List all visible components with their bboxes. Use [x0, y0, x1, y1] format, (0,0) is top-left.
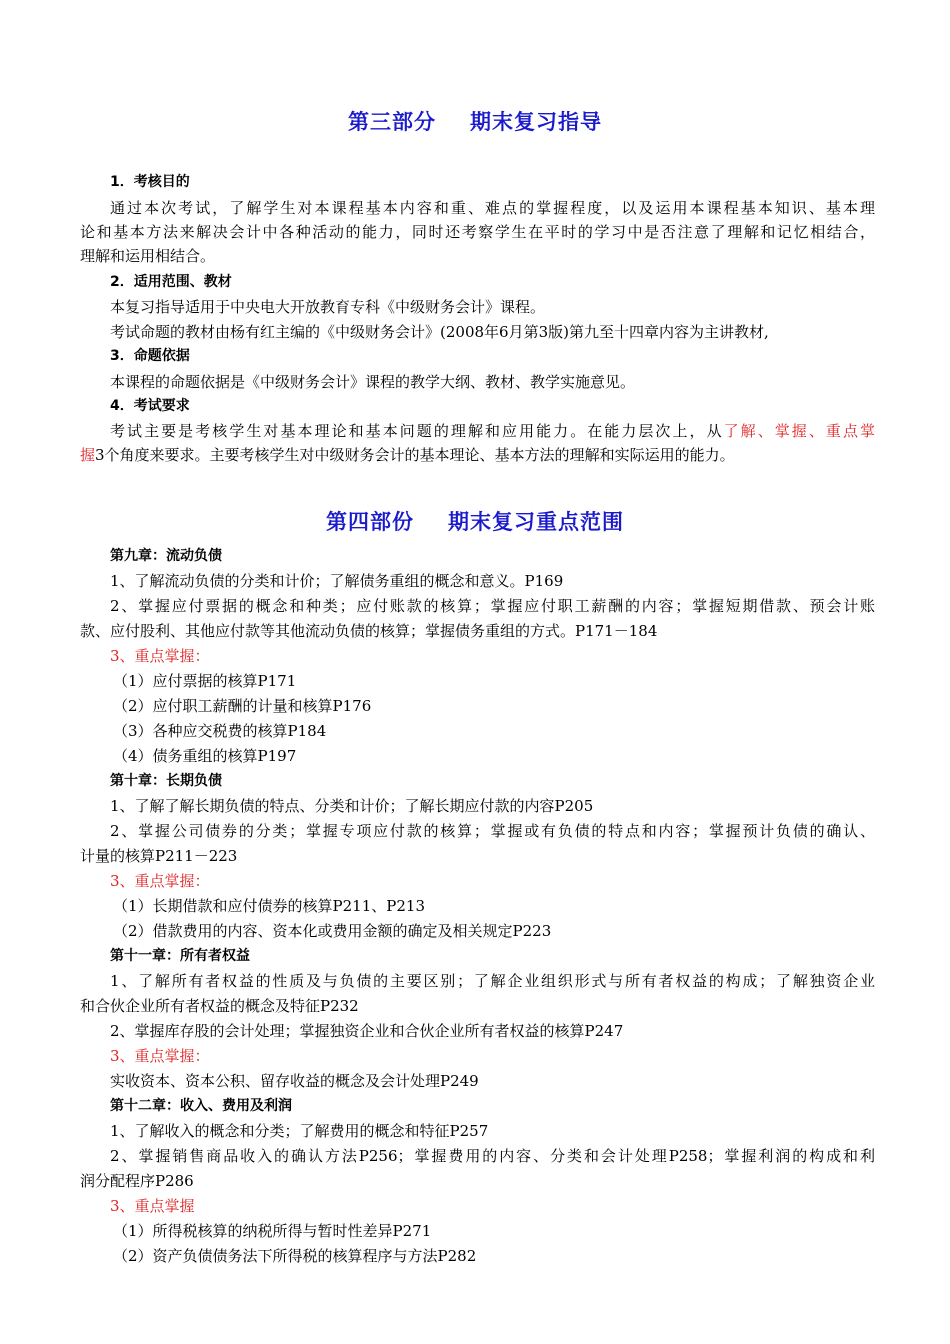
- list-item: （4）债务重组的核算P197: [113, 747, 297, 765]
- paragraph-line: 润分配程序P286: [80, 1172, 194, 1190]
- list-item: （1）所得税核算的纳税所得与暂时性差异P271: [113, 1222, 432, 1240]
- paragraph-line: 2、掌握公司债券的分类；掌握专项应付款的核算；掌握或有负债的特点和内容；掌握预计负债的确认、: [110, 822, 875, 840]
- chapter-heading: 第十一章：所有者权益: [110, 948, 250, 964]
- list-item: （1）应付票据的核算P171: [113, 672, 297, 690]
- chapter-heading: 第九章：流动负债: [110, 548, 222, 564]
- list-item: （2）应付职工薪酬的计量和核算P176: [113, 697, 372, 715]
- paragraph-line: 本课程的命题依据是《中级财务会计》课程的教学大纲、教材、教学实施意见。: [110, 373, 636, 391]
- paragraph-line: 2、掌握应付票据的概念和种类；应付账款的核算；掌握应付职工薪酬的内容；掌握短期借款、预会计账: [110, 597, 875, 615]
- key-points-label: 3、重点掌握：: [110, 647, 210, 665]
- paragraph-line: 握3个角度来要求。主要考核学生对中级财务会计的基本理论、基本方法的理解和实际运用的能力。: [80, 446, 735, 464]
- section-heading: 2．适用范围、教材: [110, 274, 232, 290]
- list-item: （2）资产负债债务法下所得税的核算程序与方法P282: [113, 1247, 477, 1265]
- paragraph-line: 和合伙企业所有者权益的概念及特征P232: [80, 997, 359, 1015]
- section-heading: 1．考核目的: [110, 174, 190, 190]
- paragraph-line: 2、掌握销售商品收入的确认方法P256；掌握费用的内容、分类和会计处理P258；掌握利润的构成和利: [110, 1147, 875, 1165]
- paragraph-line: 考试主要是考核学生对基本理论和基本问题的理解和应用能力。在能力层次上，从了解、掌握、重点掌: [110, 422, 875, 440]
- paragraph-line: 理解和运用相结合。: [80, 247, 216, 265]
- paragraph-line: 本复习指导适用于中央电大开放教育专科《中级财务会计》课程。: [110, 298, 546, 316]
- section-heading: 3．命题依据: [110, 348, 190, 364]
- key-points-label: 3、重点掌握: [110, 1197, 195, 1215]
- highlight-text: 握: [80, 446, 96, 464]
- paragraph-line: 1、了解流动负债的分类和计价；了解债务重组的概念和意义。P169: [110, 572, 564, 590]
- list-item: （1）长期借款和应付债券的核算P211、P213: [113, 897, 425, 915]
- highlight-text: 了解、掌握、重点掌: [723, 422, 875, 440]
- chapter-heading: 第十章：长期负债: [110, 773, 222, 789]
- key-points-label: 3、重点掌握：: [110, 1047, 210, 1065]
- list-item: （3）各种应交税费的核算P184: [113, 722, 327, 740]
- paragraph-line: 款、应付股利、其他应付款等其他流动负债的核算；掌握债务重组的方式。P171－184: [80, 622, 658, 640]
- part4-title: 第四部份 期末复习重点范围: [326, 510, 624, 534]
- chapter-heading: 第十二章：收入、费用及利润: [110, 1098, 292, 1114]
- section-heading: 4．考试要求: [110, 398, 190, 414]
- paragraph-line: 2、掌握库存股的会计处理；掌握独资企业和合伙企业所有者权益的核算P247: [110, 1022, 624, 1040]
- paragraph-line: 实收资本、资本公积、留存收益的概念及会计处理P249: [110, 1072, 479, 1090]
- paragraph-line: 1、了解所有者权益的性质及与负债的主要区别；了解企业组织形式与所有者权益的构成；了解独资企业: [110, 972, 875, 990]
- paragraph-line: 1、了解了解长期负债的特点、分类和计价；了解长期应付款的内容P205: [110, 797, 594, 815]
- list-item: （2）借款费用的内容、资本化或费用金额的确定及相关规定P223: [113, 922, 552, 940]
- paragraph-line: 考试命题的教材由杨有红主编的《中级财务会计》(2008年6月第3版)第九至十四章内容为主讲教材,: [110, 323, 769, 341]
- paragraph-line: 1、了解收入的概念和分类；了解费用的概念和特征P257: [110, 1122, 489, 1140]
- paragraph-line: 论和基本方法来解决会计中各种活动的能力，同时还考察学生在平时的学习中是否注意了理解和记忆相结合，: [80, 223, 875, 241]
- key-points-label: 3、重点掌握：: [110, 872, 210, 890]
- paragraph-line: 计量的核算P211－223: [80, 847, 238, 865]
- part3-title: 第三部分 期末复习指导: [348, 110, 602, 134]
- paragraph-line: 通过本次考试，了解学生对本课程基本内容和重、难点的掌握程度，以及运用本课程基本知识、基本理: [110, 199, 875, 217]
